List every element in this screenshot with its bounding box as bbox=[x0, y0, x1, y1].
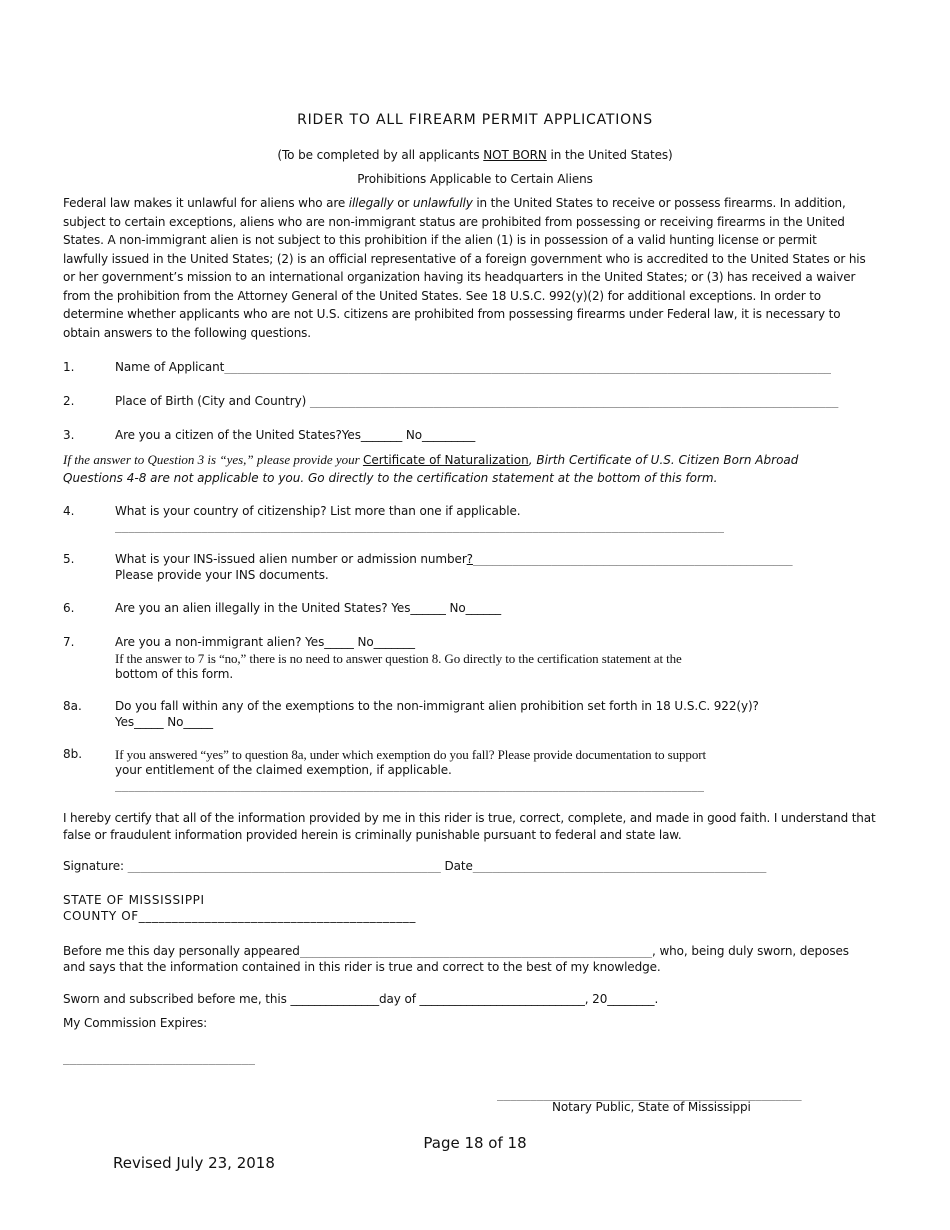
intro-text: Federal law makes it unlawful for aliens who are bbox=[63, 196, 349, 210]
q1-name-of-applicant bbox=[115, 360, 831, 374]
q5-label: What is your INS-issued alien number or admission number bbox=[115, 552, 467, 566]
date-field[interactable]: _____________________________________________ bbox=[472, 860, 767, 873]
q3-note-text: If the answer to Question 3 is “yes,” please provide your bbox=[63, 452, 363, 467]
intro-line: or her government’s mission to an international organization having its headquarters in the United States; or (3) has received a waiver bbox=[63, 270, 856, 284]
q7-non-immigrant[interactable]: Are you a non-immigrant alien? Yes_____ No_______ bbox=[115, 635, 415, 649]
q7-line2: If the answer to 7 is “no,” there is no need to answer question 8. Go directly to the certification statement at the bbox=[115, 651, 682, 666]
q8a-exemptions: Do you fall within any of the exemptions to the non-immigrant alien prohibition set forth in 18 U.S.C. 922(y)? bbox=[115, 699, 759, 713]
signature-label: Signature: bbox=[63, 859, 128, 873]
question-number: 5. bbox=[63, 552, 75, 566]
q3-note bbox=[63, 451, 798, 487]
county-field[interactable]: COUNTY OF__________________________________________ bbox=[63, 909, 417, 923]
q4-country-of-citizenship: What is your country of citizenship? List more than one if applicable. bbox=[115, 504, 521, 518]
appeared-line1 bbox=[63, 944, 849, 958]
signature-row bbox=[63, 859, 766, 873]
q5-question-mark: ? bbox=[466, 552, 473, 566]
subtitle-underlined: NOT BORN bbox=[483, 148, 547, 162]
citizenship-field[interactable]: ____________________________________________________________________________________________ bbox=[115, 520, 725, 533]
q5-alien-number bbox=[115, 552, 793, 566]
q3-note-text: , Birth Certificate of U.S. Citizen Born Abroad bbox=[528, 453, 799, 467]
intro-text: or bbox=[393, 196, 413, 210]
certificate-of-naturalization: Certificate of Naturalization bbox=[362, 453, 529, 467]
q3-citizen-question[interactable]: Are you a citizen of the United States?Yes_______ No_________ bbox=[115, 428, 476, 442]
question-number: 7. bbox=[63, 635, 75, 649]
commission-label: My Commission Expires: bbox=[63, 1016, 208, 1030]
intro-line: from the prohibition from the Attorney General of the United States. See 18 U.S.C. 992(y)(2) for additional exceptions. In order to bbox=[63, 288, 821, 303]
section-heading: Prohibitions Applicable to Certain Aliens bbox=[357, 172, 593, 186]
place-of-birth-field[interactable]: _________________________________________________________________________________ bbox=[309, 395, 839, 408]
certification-line: false or fraudulent information provided herein is criminally punishable pursuant to federal and state law. bbox=[63, 828, 682, 842]
date-label: Date bbox=[440, 859, 473, 873]
page-number: Page 18 of 18 bbox=[423, 1134, 527, 1152]
exemption-field[interactable]: _________________________________________________________________________________________ bbox=[115, 779, 705, 792]
q3-note-line1 bbox=[63, 451, 798, 469]
intro-italic: illegally bbox=[348, 196, 394, 210]
q8b-line2: your entitlement of the claimed exemption, if applicable. bbox=[115, 763, 452, 777]
question-number: 6. bbox=[63, 601, 75, 615]
intro-line: States. A non-immigrant alien is not subject to this prohibition if the alien (1) is in possession of a valid hunting license or permit bbox=[63, 233, 817, 247]
notary-signature-field[interactable]: ______________________________________________ bbox=[497, 1088, 802, 1101]
notary-label: Notary Public, State of Mississippi bbox=[552, 1100, 751, 1114]
applicant-name-field[interactable]: _____________________________________________________________________________________________ bbox=[224, 361, 831, 374]
question-number: 4. bbox=[63, 504, 75, 518]
q6-illegal-alien[interactable]: Are you an alien illegally in the United States? Yes______ No______ bbox=[115, 601, 501, 615]
certification-statement bbox=[63, 810, 876, 844]
q2-place-of-birth bbox=[115, 394, 838, 408]
intro-line: obtain answers to the following questions. bbox=[63, 325, 311, 340]
subtitle-text: (To be completed by all applicants bbox=[277, 148, 484, 162]
intro-line: determine whether applicants who are not U.S. citizens are prohibited from possessing firearms under Federal law, it is necessary to bbox=[63, 307, 841, 321]
q2-label: Place of Birth (City and Country) bbox=[115, 394, 310, 408]
alien-number-field[interactable]: _________________________________________________ bbox=[472, 553, 793, 566]
q5-line2: Please provide your INS documents. bbox=[115, 568, 329, 582]
question-number: 3. bbox=[63, 428, 75, 442]
intro-line: subject to certain exceptions, aliens who are non-immigrant status are prohibited from possessing or receiving firearms in the United bbox=[63, 214, 845, 229]
intro-text: in the United States to receive or possess firearms. In addition, bbox=[472, 196, 846, 210]
intro-line bbox=[63, 194, 846, 213]
state-label: STATE OF MISSISSIPPI bbox=[63, 893, 205, 907]
commission-expires-field[interactable]: _____________________________ bbox=[63, 1052, 256, 1065]
q1-label: Name of Applicant bbox=[115, 360, 225, 374]
question-number: 2. bbox=[63, 394, 75, 408]
question-number: 8a. bbox=[63, 699, 82, 713]
q8a-yes-no[interactable]: Yes_____ No_____ bbox=[115, 715, 213, 729]
appeared-line2: and says that the information contained in this rider is true and correct to the best of my knowledge. bbox=[63, 960, 661, 974]
question-number: 8b. bbox=[63, 747, 83, 761]
intro-line: lawfully issued in the United States; (2) is an official representative of a foreign government who is accredited to the United States or his bbox=[63, 251, 866, 266]
signature-field[interactable]: ________________________________________________ bbox=[127, 860, 441, 873]
form-title: RIDER TO ALL FIREARM PERMIT APPLICATIONS bbox=[297, 112, 653, 128]
sworn-statement[interactable]: Sworn and subscribed before me, this _______________day of ____________________________, 20________. bbox=[63, 992, 659, 1006]
q7-line3: bottom of this form. bbox=[115, 667, 234, 681]
intro-paragraph bbox=[63, 194, 866, 342]
question-number: 1. bbox=[63, 360, 75, 374]
q3-note-line2: Questions 4-8 are not applicable to you. Go directly to the certification statement at the bottom of this form. bbox=[63, 471, 718, 485]
intro-italic: unlawfully bbox=[412, 196, 473, 210]
appeared-text: , who, being duly sworn, deposes bbox=[652, 944, 849, 958]
subtitle-text-end: in the United States) bbox=[546, 148, 673, 162]
certification-line: I hereby certify that all of the information provided by me in this rider is true, correct, complete, and made in good faith. I understand that bbox=[63, 811, 876, 825]
revised-date: Revised July 23, 2018 bbox=[113, 1154, 275, 1172]
q8b-which-exemption: If you answered “yes” to question 8a, under which exemption do you fall? Please provide documentation to support bbox=[115, 747, 706, 762]
appeared-text: Before me this day personally appeared bbox=[63, 944, 300, 958]
form-subtitle bbox=[0, 148, 950, 162]
appeared-name-field[interactable]: ______________________________________________________ bbox=[299, 945, 653, 958]
